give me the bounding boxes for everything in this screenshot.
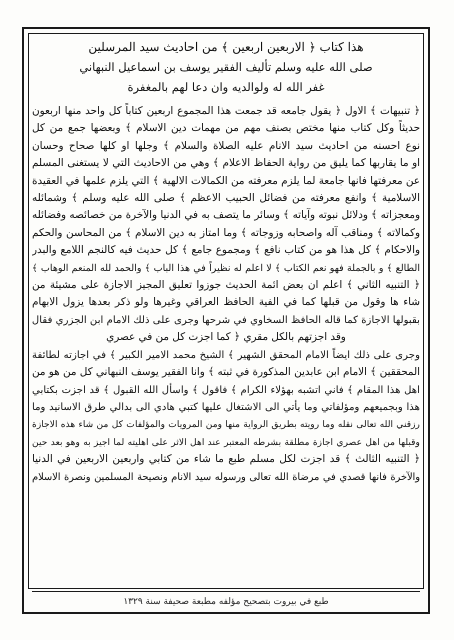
body-line: او ما يقاربها كما يليق من رواية الحفاظ الاعلام ﴾ وهي من الاحاديث التي لا يستغنى المسلم	[32, 157, 420, 170]
body-line: ﴿ التنبيه الثاني ﴾ اعلم ان بعض ائمة الحديث جوزوا تعليق المجيز الاجازة على مشيئة من	[32, 279, 420, 292]
body-line: وجرى على ذلك ايضاً الامام المحقق الشهير ﴾ الشيخ محمد الامير الكبير ﴾ في اجازته لطائفة	[32, 349, 420, 361]
body-line: ومعجزاته ﴾ ودلائل نبوته وآياته ﴾ وسائر ما يتصف به في الدنيا والآخرة من خصائصه وفضائله	[32, 209, 420, 222]
body-line: ﴿ تنبيهات ﴾ الاول ﴿ يقول جامعه قد جمعت هذا المجموع اربعين كتاباً كل واحد منها اربعون	[32, 105, 420, 117]
body-line: وكمالاته ﴾ ومناقب آله واصحابه وزوجاته ﴾ وما امتاز به دين الاسلام ﴾ من المحاسن والحكم	[32, 226, 420, 239]
body-line: اهل هذا المقام ﴾ فاني اتشبه بهؤلاء الكرام ﴾ فاقول ﴾ واسأل الله القبول ﴾ قد اجزت بكتابي	[32, 384, 420, 396]
title-line-2: صلى الله عليه وسلم تأليف الفقير يوسف بن اسماعيل النبهاني	[79, 60, 373, 74]
page-content	[32, 37, 420, 585]
title-line-1: هذا كتاب ﴿ الاربعين اربعين ﴾ من احاديث سيد المرسلين	[88, 40, 364, 54]
title-line-3: غفر الله له ولوالديه وان دعا لهم بالمغفرة	[127, 80, 325, 94]
body-line: والاحكام ﴾ كل هذا هو من كتاب نافع ﴾ ومجموع جامع ﴾ كل حديث فيه كالنجم اللامع والبدر	[32, 244, 420, 257]
body-line: رزقني الله تعالى نقله وما رويته بطريق الرواية منها ومن المرويات والمؤلفات كل من شاء هذه الاجازة	[32, 419, 420, 431]
body-line: بقبولها الاجازة كما قاله الحافظ السخاوي في شرحها وجرى على ذلك الامام ابن الجزري فقال	[32, 314, 420, 326]
body-line: المحققين ﴾ الامام ابن عابدين المذكورة في ثبته ﴾ وانا الفقير يوسف النبهاني كل من هو من	[32, 366, 420, 379]
body-line: وقبلها من اهل عصري اجازة مطلقة بشرطه المعتبر عند اهل الاثر على اهليته لما اجيز به وهو بعد حين	[32, 436, 420, 448]
body-line: ﴿ التنبيه الثالث ﴾ قد اجزت لكل مسلم طبع ما شاء من كتابي واربعين الاربعين في الدنيا	[32, 453, 420, 466]
body-line: الاسلامية ﴾ وانفع معرفته من فضائل الحبيب الاعظم ﴾ صلى الله عليه وسلم ﴾ وشمائله	[32, 192, 420, 205]
body-line: الطالع ﴾ و بالجملة فهو نعم الكتاب ﴾ لا اعلم له نظيراً في هذا الباب ﴾ والحمد لله المنعم الوهاب ﴾	[32, 262, 420, 274]
body-line: والآخرة فانها قصدي في مرضاة الله تعالى ورسوله سيد الانام ونصيحة المسلمين ونصرة الاسلام	[32, 471, 420, 483]
verse-line: وقد اجزتهم بالكل مقري ﴿ كما اجزت كل من في عصري	[106, 331, 346, 344]
body-line: حديثاً وكل كتاب منها مختص بصنف مهم من مهمات دين الاسلام ﴾ وبعضها جمع من كل	[32, 122, 420, 135]
body-line: نوع احسنه من احاديث سيد الانام عليه الصلاة والسلام ﴾ وجلها او كلها صحاح وحسان	[32, 139, 420, 152]
printer-imprint: طبع في بيروت بتصحيح مؤلفه مطبعة صحيفة سنة ١٣٢٩	[32, 591, 420, 612]
body-line: شاء ها وقول من قبلها كما في الفية الحافظ العراقي وغيرها ولو ذكر بعدها يزول الابهام	[32, 296, 420, 309]
body-line: هذا وبجميعهم ومؤلفاتي وما يأتي الى الاشتغال عليها كتبي هادي الى بدالي طرق الاسانيد وما	[32, 401, 420, 413]
body-line: عن معرفتها فانها جامعة لما يلزم معرفته من الكمالات الالهية ﴾ التي يلزم علمها في العقيدة	[32, 174, 420, 187]
